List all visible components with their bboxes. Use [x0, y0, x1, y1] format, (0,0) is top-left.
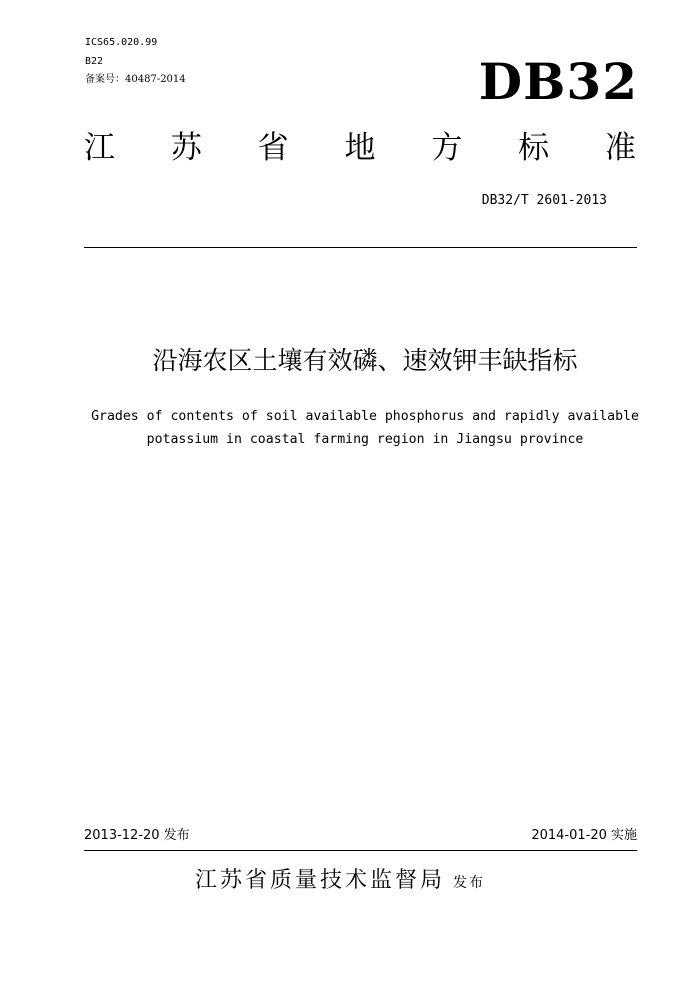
issuer-name: 江苏省质量技术监督局 [195, 868, 446, 893]
issue-date: 2013-12-20 发布 [84, 828, 190, 843]
ics-code: ICS65.020.99 [85, 37, 158, 48]
classification-code: B22 [85, 56, 104, 67]
issuing-authority [195, 866, 485, 898]
standard-type-char: 地 [344, 130, 376, 166]
db32-logo: DB32 [478, 52, 638, 111]
standard-type-char: 准 [604, 130, 636, 166]
filing-number [85, 74, 186, 86]
standard-type-char: 省 [257, 130, 289, 166]
standard-type-char: 方 [431, 130, 463, 166]
bottom-divider [84, 850, 637, 851]
filing-label: 备案号： [85, 74, 125, 85]
top-divider [84, 247, 637, 248]
standard-number: DB32/T 2601-2013 [481, 193, 607, 208]
issuer-suffix: 发布 [453, 875, 486, 891]
document-title-en-line2: potassium in coastal farming region in Jiangsu province [146, 432, 584, 447]
standard-type-heading [84, 128, 636, 168]
implementation-date: 2014-01-20 实施 [531, 828, 637, 843]
document-title-en-line1: Grades of contents of soil available phosphorus and rapidly available [91, 409, 639, 424]
standard-type-char: 江 [84, 130, 115, 166]
filing-value: 40487-2014 [125, 74, 186, 85]
standard-type-char: 苏 [170, 130, 202, 166]
document-title-cn: 沿海农区土壤有效磷、速效钾丰缺指标 [152, 346, 578, 375]
standard-type-char: 标 [518, 130, 550, 166]
